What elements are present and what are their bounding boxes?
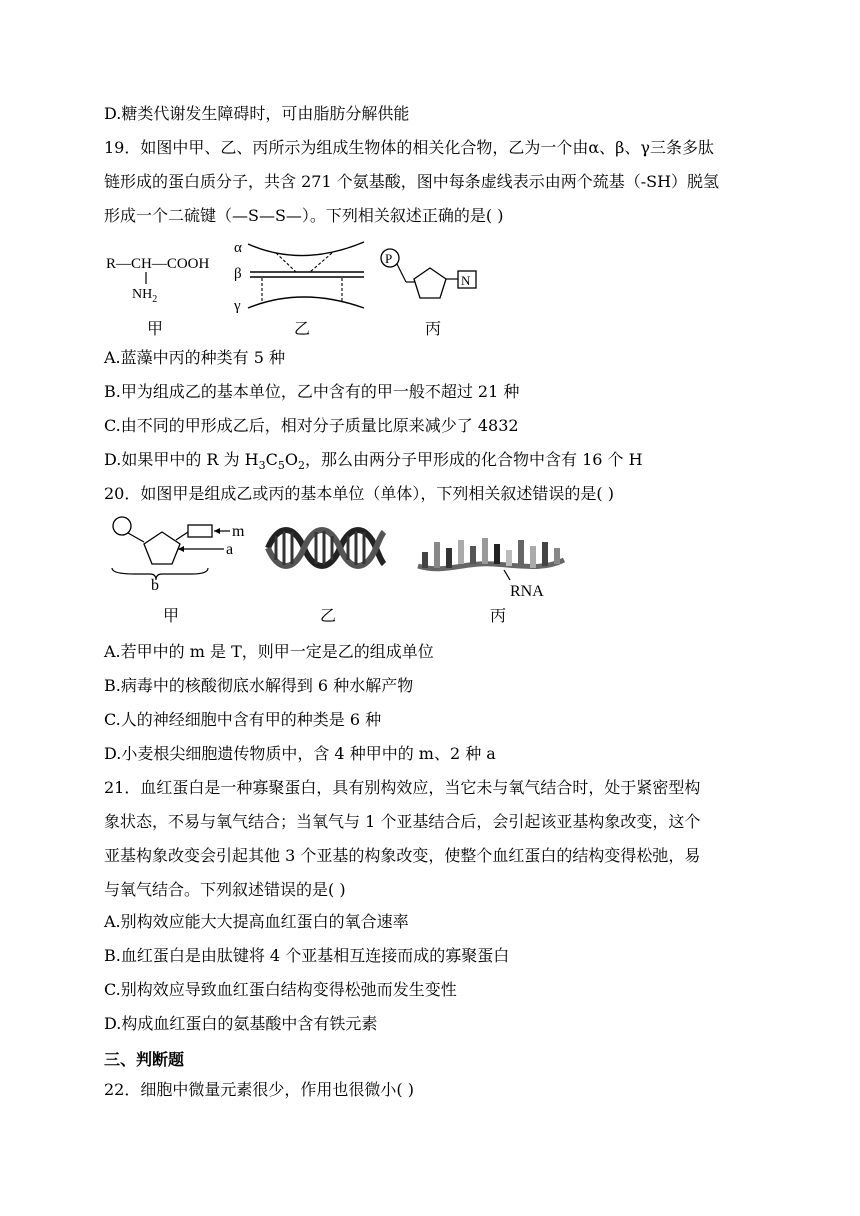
q21-option-a: A.别构效应能大大提高血红蛋白的氧合速率 [104, 912, 409, 931]
label-b: b [151, 577, 159, 594]
base-box-icon [188, 525, 212, 537]
q19-stem-line-1: 19．如图中甲、乙、丙所示为组成生物体的相关化合物，乙为一个由α、β、γ三条多肽 [104, 138, 714, 157]
q19-caption-bing: 丙 [425, 319, 442, 338]
q20-option-c: C.人的神经细胞中含有甲的种类是 6 种 [104, 710, 382, 729]
label-a: a [226, 541, 234, 558]
alpha-chain [248, 242, 364, 256]
q19-stem-line-3: 形成一个二硫键（—S—S—）。下列相关叙述正确的是( ) [104, 206, 504, 225]
base-label: N [461, 273, 471, 288]
gamma-chain [248, 297, 364, 308]
beta-label: β [234, 266, 242, 282]
alpha-label: α [234, 240, 242, 256]
q19-option-b: B.甲为组成乙的基本单位，乙中含有的甲一般不超过 21 种 [104, 382, 520, 401]
q20-option-b: B.病毒中的核酸彻底水解得到 6 种水解产物 [104, 676, 414, 695]
q21-stem-line-1: 21．血红蛋白是一种寡聚蛋白，具有别构效应，当它未与氧气结合时，处于紧密型构 [104, 778, 701, 797]
q22-stem: 22．细胞中微量元素很少，作用也很微小( ) [104, 1080, 414, 1099]
q20-option-a: A.若甲中的 m 是 T，则甲一定是乙的组成单位 [104, 642, 434, 661]
q19-option-a: A.蓝藻中丙的种类有 5 种 [104, 348, 285, 367]
q21-option-b: B.血红蛋白是由肽键将 4 个亚基相互连接而成的寡聚蛋白 [104, 946, 510, 965]
phosphate-circle-icon [113, 517, 131, 535]
amino-acid-formula: R—CH—COOH [106, 256, 210, 272]
dna-helix-icon [268, 530, 384, 566]
label-rna: RNA [510, 583, 544, 600]
q19-option-c: C.由不同的甲形成乙后，相对分子质量比原来减少了 4832 [104, 416, 519, 435]
q19-caption-yi: 乙 [294, 319, 311, 338]
section-title: 三、判断题 [104, 1050, 185, 1069]
q18-option-d: D.糖类代谢发生障碍时，可由脂肪分解供能 [104, 104, 410, 123]
q20-caption-bing: 丙 [490, 606, 507, 625]
gamma-label: γ [234, 298, 241, 314]
q21-option-c: C.别构效应导致血红蛋白结构变得松弛而发生变性 [104, 980, 457, 999]
q21-option-d: D.构成血红蛋白的氨基酸中含有铁元素 [104, 1014, 378, 1033]
q21-stem-line-4: 与氧气结合。下列叙述错误的是( ) [104, 880, 346, 899]
amino-group-label: $NH_2$ [132, 287, 158, 305]
q19-stem-line-2: 链形成的蛋白质分子，共含 271 个氨基酸，图中每条虚线表示由两个巯基（-SH）脱氢 [104, 172, 720, 191]
brace-b [112, 568, 208, 580]
label-m: m [232, 523, 245, 540]
q20-caption-jia: 甲 [163, 606, 180, 625]
q20-figure [104, 512, 574, 602]
phosphate-label: P [385, 251, 393, 266]
disulfide-bond-2 [310, 253, 332, 272]
phosphate-sugar-bond [397, 264, 406, 282]
q21-stem-line-3: 亚基构象改变会引起其他 3 个亚基的构象改变，使整个血红蛋白的结构变得松弛，易 [104, 846, 701, 865]
q19-option-d: D.如果甲中的 R 为 $H_3C_5O_2$，那么由两分子甲形成的化合物中含有 16 个 H [104, 450, 643, 473]
q21-stem-line-2: 象状态，不易与氧气结合；当氧气与 1 个亚基结合后，会引起该亚基构象改变，这个 [104, 812, 701, 831]
pentose-sugar-icon [414, 268, 446, 298]
rna-strand-icon [418, 538, 564, 580]
q20-option-d: D.小麦根尖细胞遗传物质中，含 4 种甲中的 m、2 种 a [104, 744, 496, 763]
pentose-sugar-icon [144, 532, 180, 564]
q20-caption-yi: 乙 [320, 606, 337, 625]
q19-caption-jia: 甲 [147, 319, 164, 338]
q20-stem: 20．如图甲是组成乙或丙的基本单位（单体），下列相关叙述错误的是( ) [104, 484, 614, 503]
